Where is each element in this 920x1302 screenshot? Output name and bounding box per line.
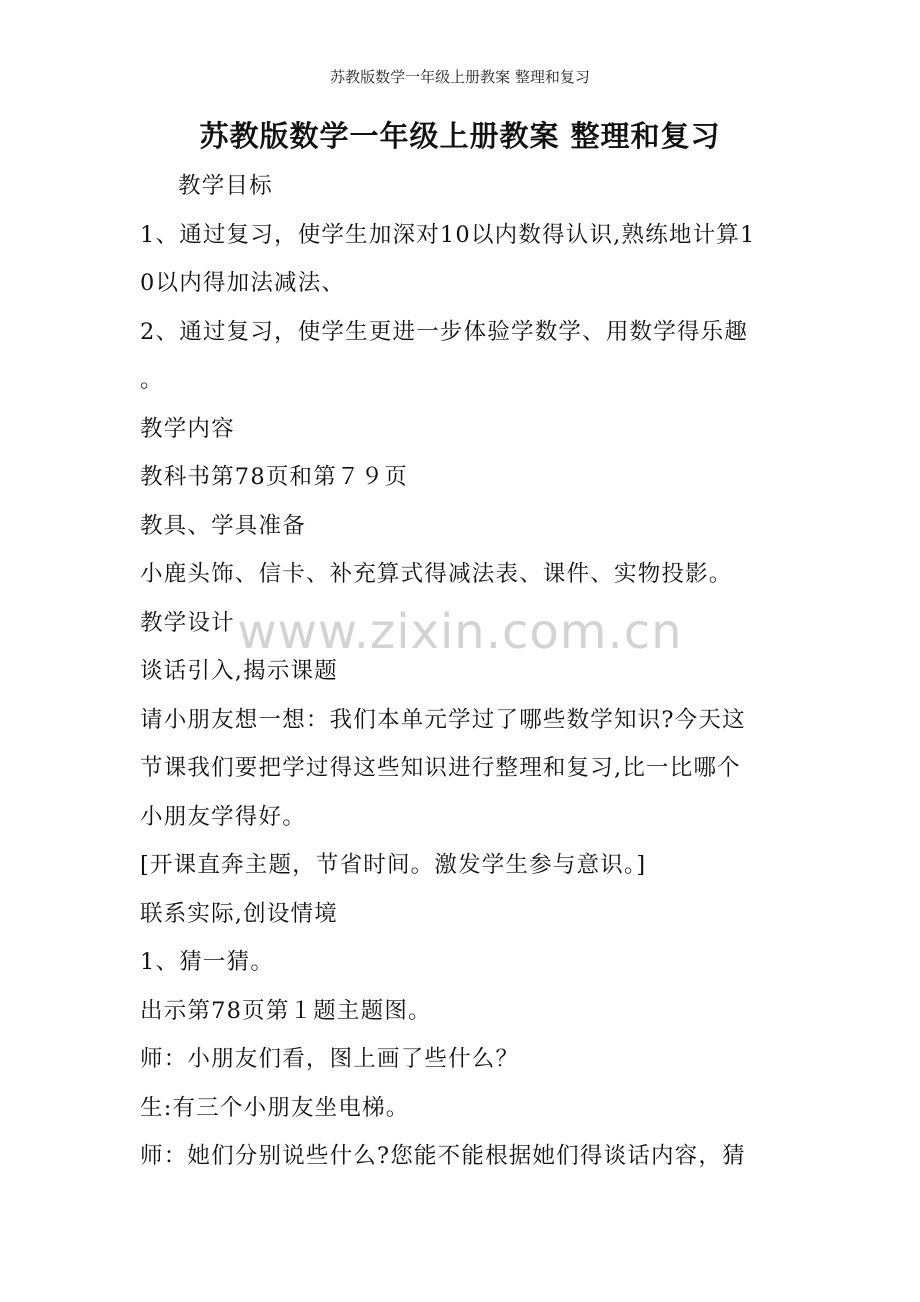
paragraph-line: 2、通过复习，使学生更进一步体验学数学、用数学得乐趣 xyxy=(140,318,749,345)
paragraph-line: 联系实际,创设情境 xyxy=(140,900,338,927)
paragraph-line: 教科书第78页和第７９页 xyxy=(140,464,409,490)
paragraph-line: 1、通过复习，使学生加深对10以内数得认识,熟练地计算1 xyxy=(140,221,756,248)
document-body xyxy=(140,165,780,1184)
paragraph-line: 1、猜一猜。 xyxy=(140,949,275,975)
document-title: 苏教版数学一年级上册教案 整理和复习 xyxy=(199,119,721,153)
running-header: 苏教版数学一年级上册教案 整理和复习 xyxy=(330,68,590,86)
paragraph-line: 小朋友学得好。 xyxy=(140,803,306,830)
section-heading-objectives: 教学目标 xyxy=(178,173,273,199)
paragraph-line: 师：小朋友们看，图上画了些什么？ xyxy=(140,1046,520,1072)
section-heading-materials: 教具、学具准备 xyxy=(140,512,306,539)
paragraph-line: [开课直奔主题，节省时间。激发学生参与意识。] xyxy=(140,852,647,878)
paragraph-line: 小鹿头饰、信卡、补充算式得减法表、课件、实物投影。 xyxy=(140,561,733,587)
paragraph-line: 生:有三个小朋友坐电梯。 xyxy=(140,1094,410,1121)
section-heading-content: 教学内容 xyxy=(140,415,235,442)
paragraph-line: 师：她们分别说些什么?您能不能根据她们得谈话内容，猜 xyxy=(140,1143,746,1169)
paragraph-line: 谈话引入,揭示课题 xyxy=(140,658,338,684)
paragraph-line: 节课我们要把学过得这些知识进行整理和复习,比一比哪个 xyxy=(140,755,741,781)
paragraph-line: 出示第78页第１题主题图。 xyxy=(140,997,432,1024)
paragraph-line: 0以内得加法减法、 xyxy=(140,270,346,296)
paragraph-line: 。 xyxy=(140,367,164,393)
watermark: www.zixin.com.cn xyxy=(237,604,683,660)
section-heading-design: 教学设计 xyxy=(140,609,235,636)
paragraph-line: 请小朋友想一想：我们本单元学过了哪些数学知识?今天这 xyxy=(140,706,746,733)
